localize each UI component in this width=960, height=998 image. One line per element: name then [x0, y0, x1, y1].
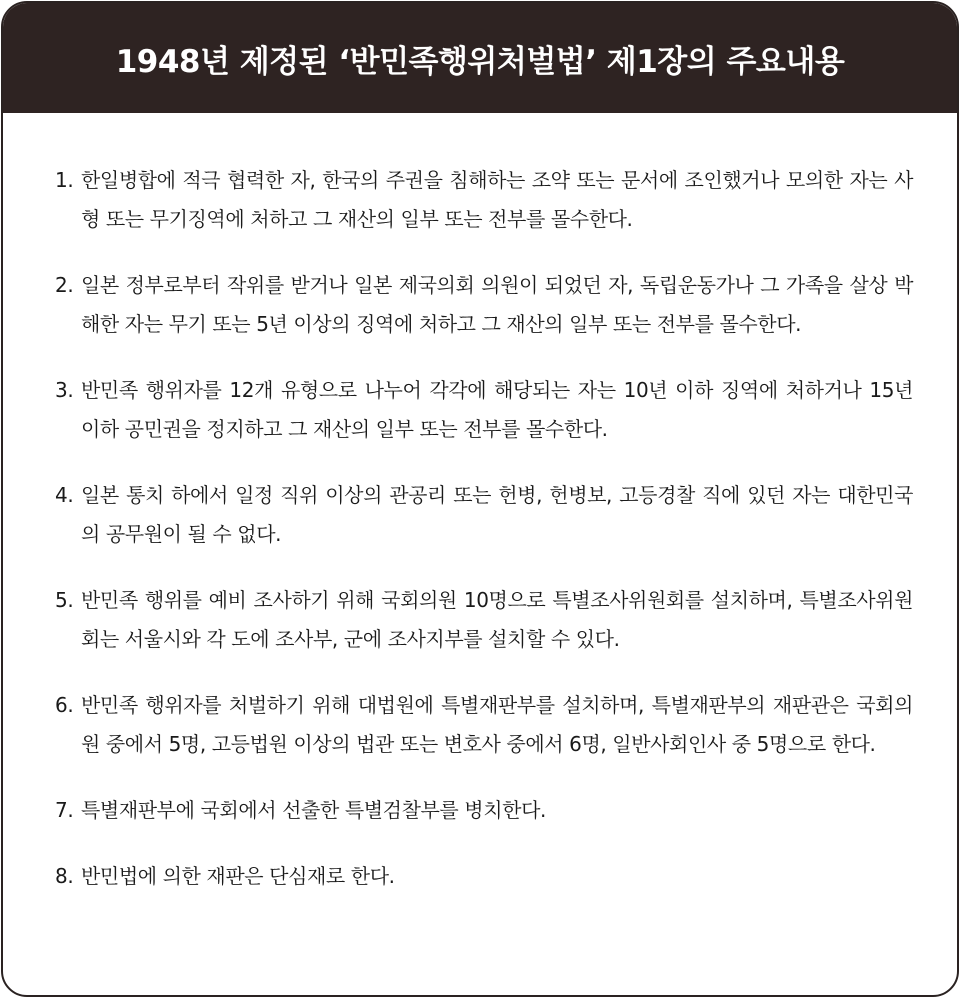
content-card	[1, 1, 959, 997]
item-text: 반민족 행위를 예비 조사하기 위해 국회의원 10명으로 특별조사위원회를 설치하며, 특별조사위원회는 서울시와 각 도에 조사부, 군에 조사지부를 설치할 수 있다.	[81, 588, 913, 651]
page-title: 1948년 제정된 ‘반민족행위처벌법’ 제1장의 주요내용	[115, 43, 845, 80]
item-number: 8.	[55, 864, 74, 888]
title-bar	[3, 3, 957, 113]
item-text: 한일병합에 적극 협력한 자, 한국의 주권을 침해하는 조약 또는 문서에 조인했거나 모의한 자는 사형 또는 무기징역에 처하고 그 재산의 일부 또는 전부를 몰수한다.	[81, 168, 913, 231]
list-item	[55, 476, 913, 554]
list-item	[55, 686, 913, 764]
list-item	[55, 371, 913, 449]
list-item	[55, 161, 913, 239]
list-item	[55, 266, 913, 344]
item-number: 5.	[55, 588, 74, 612]
list-item	[55, 791, 913, 830]
item-text: 반민족 행위자를 12개 유형으로 나누어 각각에 해당되는 자는 10년 이하 징역에 처하거나 15년 이하 공민권을 정지하고 그 재산의 일부 또는 전부를 몰수한다.	[81, 378, 913, 441]
item-text: 반민족 행위자를 처벌하기 위해 대법원에 특별재판부를 설치하며, 특별재판부의 재판관은 국회의원 중에서 5명, 고등법원 이상의 법관 또는 변호사 중에서 6명, 일반사회인사 중 5명으로 한다.	[81, 693, 913, 756]
item-number: 1.	[55, 168, 74, 192]
item-number: 2.	[55, 273, 74, 297]
item-number: 6.	[55, 693, 74, 717]
item-number: 7.	[55, 798, 74, 822]
item-number: 3.	[55, 378, 74, 402]
item-text: 일본 통치 하에서 일정 직위 이상의 관공리 또는 헌병, 헌병보, 고등경찰 직에 있던 자는 대한민국의 공무원이 될 수 없다.	[81, 483, 913, 546]
list-item	[55, 581, 913, 659]
item-text: 특별재판부에 국회에서 선출한 특별검찰부를 병치한다.	[81, 798, 546, 822]
item-text: 일본 정부로부터 작위를 받거나 일본 제국의회 의원이 되었던 자, 독립운동가나 그 가족을 살상 박해한 자는 무기 또는 5년 이상의 징역에 처하고 그 재산의 일부 또는 전부를 몰수한다.	[81, 273, 913, 336]
list-item	[55, 857, 913, 896]
item-text: 반민법에 의한 재판은 단심재로 한다.	[81, 864, 395, 888]
items-list	[3, 113, 957, 896]
item-number: 4.	[55, 483, 74, 507]
